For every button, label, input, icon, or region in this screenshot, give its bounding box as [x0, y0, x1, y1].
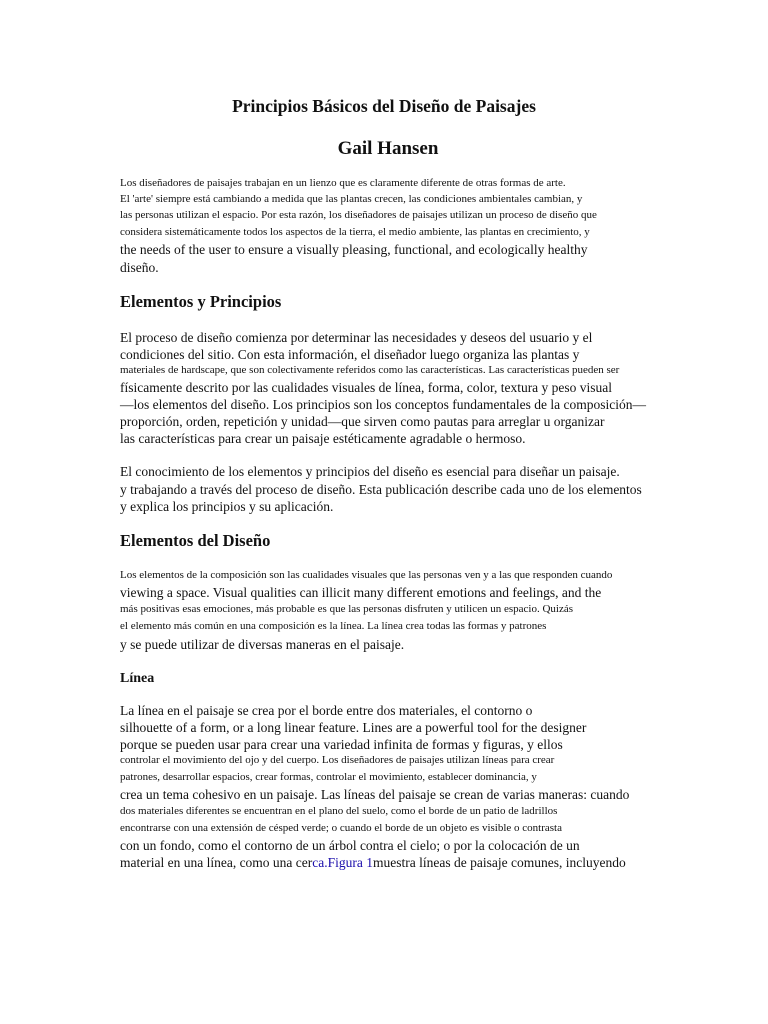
body-line: controlar el movimiento del ojo y del cuerpo. Los diseñadores de paisajes utilizan líneas para crear	[120, 754, 555, 766]
body-line-with-link	[120, 854, 626, 871]
intro-line: Los diseñadores de paisajes trabajan en un lienzo que es claramente diferente de otras formas de arte.	[120, 177, 566, 189]
intro-line: El 'arte' siempre está cambiando a medida que las plantas crecen, las condiciones ambientales cambian, y	[120, 193, 583, 205]
body-line: —los elementos del diseño. Los principios son los conceptos fundamentales de la composición—	[120, 397, 647, 412]
body-line: y explica los principios y su aplicación.	[120, 499, 334, 514]
body-line: condiciones del sitio. Con esta información, el diseñador luego organiza las plantas y	[120, 347, 580, 362]
body-line: silhouette of a form, or a long linear feature. Lines are a powerful tool for the designer	[120, 720, 587, 735]
body-line: materiales de hardscape, que son colectivamente referidos como las características. Las características pueden ser	[120, 364, 620, 376]
intro-line: diseño.	[120, 260, 159, 275]
body-line: La línea en el paisaje se crea por el borde entre dos materiales, el contorno o	[120, 703, 533, 718]
section-heading-elementos-principios: Elementos y Principios	[120, 292, 282, 311]
body-line: El conocimiento de los elementos y principios del diseño es esencial para diseñar un paisaje.	[120, 464, 620, 479]
body-line: dos materiales diferentes se encuentran en el plano del suelo, como el borde de un patio de ladrillos	[120, 805, 558, 817]
document-title: Principios Básicos del Diseño de Paisajes	[232, 96, 536, 116]
body-text: muestra líneas de paisaje comunes, incluyendo	[373, 855, 626, 870]
section-heading-elementos-diseno: Elementos del Diseño	[120, 531, 271, 550]
intro-line: considera sistemáticamente todos los aspectos de la tierra, el medio ambiente, las plantas en crecimiento, y	[120, 226, 590, 238]
body-line: viewing a space. Visual qualities can illicit many different emotions and feelings, and the	[120, 585, 602, 600]
figure-link[interactable]: ca.Figura	[312, 855, 363, 870]
body-line: porque se pueden usar para crear una variedad infinita de formas y figuras, y ellos	[120, 737, 563, 752]
body-line: encontrarse con una extensión de césped verde; o cuando el borde de un objeto es visible o contrasta	[120, 822, 562, 834]
body-line: patrones, desarrollar espacios, crear formas, controlar el movimiento, establecer dominancia, y	[120, 771, 537, 783]
figure-number-link[interactable]: 1	[366, 855, 374, 870]
intro-line: las personas utilizan el espacio. Por esta razón, los diseñadores de paisajes utilizan un proceso de diseño que	[120, 209, 597, 221]
body-line: El proceso de diseño comienza por determinar las necesidades y deseos del usuario y el	[120, 330, 593, 345]
body-line: y trabajando a través del proceso de diseño. Esta publicación describe cada uno de los elementos	[120, 482, 642, 497]
body-line: físicamente descrito por las cualidades visuales de línea, forma, color, textura y peso visual	[120, 380, 613, 395]
body-line: y se puede utilizar de diversas maneras en el paisaje.	[120, 637, 405, 652]
body-line: el elemento más común en una composición es la línea. La línea crea todas las formas y patrones	[120, 620, 547, 632]
section-heading-linea: Línea	[120, 671, 155, 686]
author-name: Gail Hansen	[337, 138, 439, 159]
body-line: con un fondo, como el contorno de un árbol contra el cielo; o por la colocación de un	[120, 838, 580, 853]
body-line: crea un tema cohesivo en un paisaje. Las líneas del paisaje se crean de varias maneras: cuando	[120, 787, 630, 802]
intro-line: the needs of the user to ensure a visually pleasing, functional, and ecologically healthy	[120, 242, 588, 257]
body-text: material en una línea, como una cer	[120, 855, 313, 870]
body-line: las características para crear un paisaje estéticamente agradable o hermoso.	[120, 431, 526, 446]
body-line: más positivas esas emociones, más probable es que las personas disfruten y utilicen un espacio. Quizás	[120, 603, 574, 615]
body-line: proporción, orden, repetición y unidad—que sirven como pautas para arreglar u organizar	[120, 414, 605, 429]
body-line: Los elementos de la composición son las cualidades visuales que las personas ven y a las que responden cuando	[120, 569, 613, 581]
